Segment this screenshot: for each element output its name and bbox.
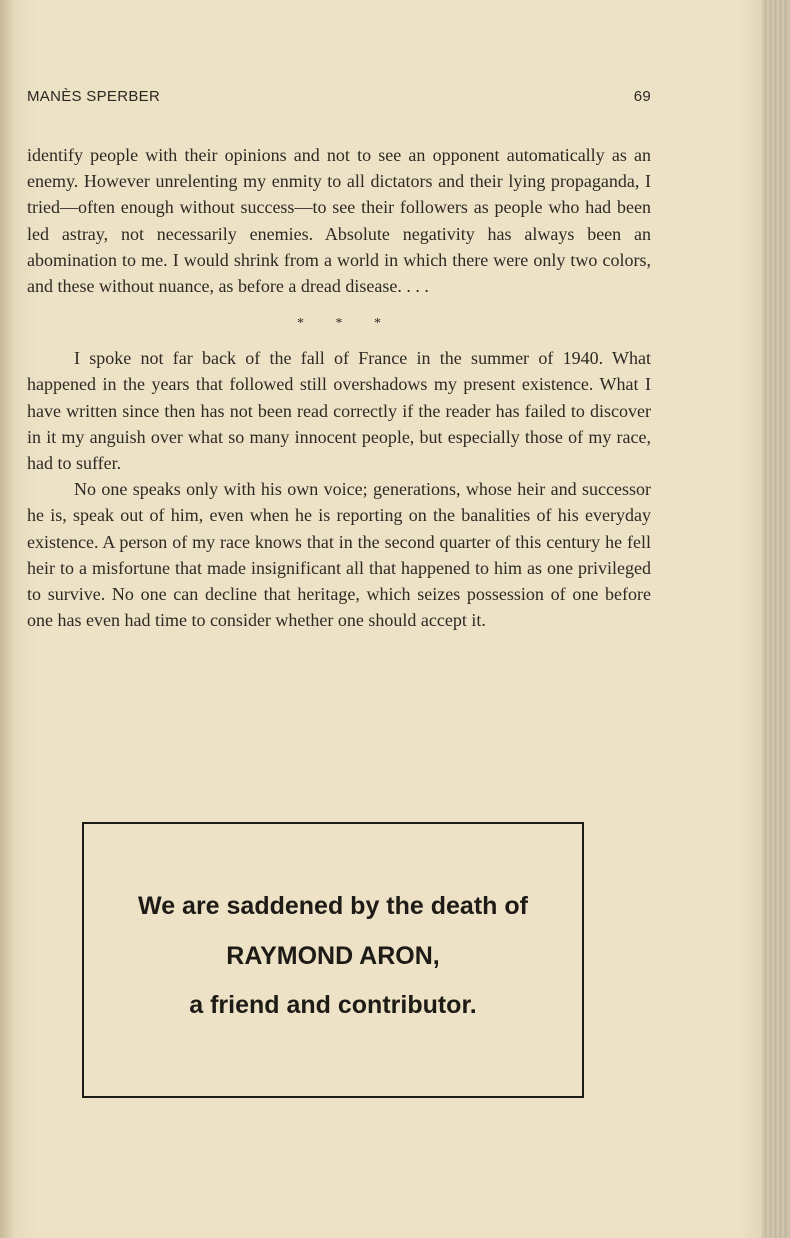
paragraph: No one speaks only with his own voice; generations, whose heir and successor he is, speak out of him, even when he is reporting on the banalities of his everyday existence. A person of my race knows that in the second quarter of this century he fell heir to a misfortune that made insignificant all that happened to him as one privileged to survive. No one can decline that heritage, which seizes possession of one before one has even had time to consider whether one should accept it. <box>27 479 651 631</box>
notice-line-1: We are saddened by the death of <box>138 892 528 920</box>
paragraph: identify people with their opinions and not to see an opponent automatically as an enemy. However unrelenting my enmity to all dictators and their lying propaganda, I tried—often enough without success—to see their followers as people who had been led astray, not necessarily enemies. Absolute negativity has always been an abomination to me. I would shrink from a world in which there were only two colors, and these without nuance, as before a dread disease. . . . <box>27 145 651 297</box>
running-head-author: MANÈS SPERBER <box>27 88 161 105</box>
page-edge <box>762 0 790 1238</box>
spine-shadow <box>0 0 14 1238</box>
notice-line-3: a friend and contributor. <box>189 991 477 1019</box>
page-number: 69 <box>633 88 651 105</box>
section-break: * * * <box>297 316 395 332</box>
paragraph: I spoke not far back of the fall of France in the summer of 1940. What happened in the years that followed still overshadows my present existence. What I have written since then has not been read correctly if the reader has failed to discover in it my anguish over what so many innocent people, but especially those of my race, had to suffer. <box>27 348 651 474</box>
memorial-notice-box <box>82 822 584 1098</box>
running-head <box>27 88 651 105</box>
notice-line-2: RAYMOND ARON, <box>226 942 440 970</box>
body-text <box>27 142 651 633</box>
